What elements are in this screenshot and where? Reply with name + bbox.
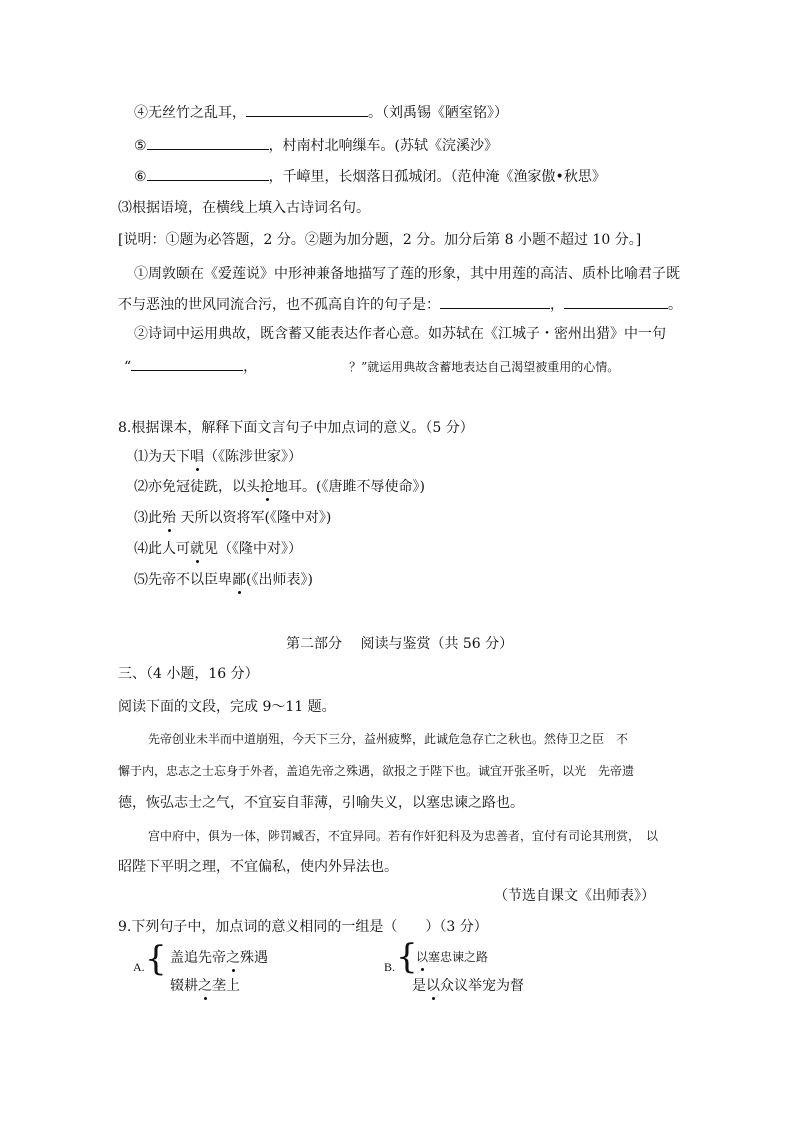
- q9-b1-post: 塞忠谏之路: [428, 950, 489, 964]
- q9-a2-post: 垄上: [212, 978, 240, 994]
- q9-option-b-label[interactable]: B.: [384, 960, 396, 974]
- answer-blank[interactable]: [147, 165, 269, 181]
- dotted-word: 以: [426, 978, 440, 994]
- q8-item3-post: 天所以资将军(《隆中对》): [176, 510, 332, 526]
- q7-p2-line1: ②诗词中运用典故，既含蓄又能表达作者心意。如苏轼在《江城子・密州出猎》中一句: [134, 326, 666, 342]
- dotted-word: 殆: [162, 510, 176, 526]
- q7-p1-end: 。: [668, 297, 682, 313]
- q8-item-1: [134, 447, 302, 467]
- q8-title: 8.根据课本，解释下面文言句子中加点词的意义。（5 分）: [118, 420, 474, 436]
- q7-item4-text: ④无丝竹之乱耳，: [134, 105, 246, 121]
- q7-item6-num: ⑥: [134, 169, 147, 185]
- q9-option-b-brace: {: [396, 937, 418, 977]
- part2-heading: 第二部分 阅读与鉴赏（共 56 分）: [286, 636, 514, 652]
- q8-item5-pre: ⑸先帝不以臣卑: [134, 572, 232, 588]
- q8-item2-pre: ⑵亦免冠徒跣，以头: [134, 479, 260, 495]
- q9-a1-post: 殊遇: [240, 950, 268, 966]
- passage-para2-line2: 昭陛下平明之理，不宜偏私，使内外异法也。: [118, 859, 398, 875]
- dotted-word: 唱: [190, 449, 204, 465]
- q7-p2-comma: ，: [243, 359, 258, 375]
- q9-b2-post: 众议举宠为督: [440, 978, 524, 994]
- q7-item-6: [134, 165, 606, 187]
- q8-item4-pre: ⑷此人可: [134, 541, 190, 557]
- q7-p2-text: ？”就运用典故含蓄地表达自己渴望被重用的心情。: [349, 360, 620, 374]
- answer-blank[interactable]: [147, 134, 269, 150]
- q8-item-3: [134, 508, 331, 528]
- q8-item3-pre: ⑶此: [134, 510, 162, 526]
- q7-p2-open: “: [124, 359, 132, 375]
- q8-item5-post: (《出师表》): [246, 572, 313, 588]
- dotted-word: 就: [190, 541, 204, 557]
- passage-para1-line1: 先帝创业未半而中道崩殂，今天下三分，益州疲弊，此诚危急存亡之秋也。然侍卫之臣 不: [148, 732, 629, 746]
- q7-note: [说明：①题为必答题，2 分。②题为加分题，2 分。加分后第 8 小题不超过 10 分。]: [118, 232, 642, 248]
- q9-option-a-brace: {: [145, 939, 167, 979]
- dotted-word: 之: [198, 978, 212, 994]
- q7-item5-num: ⑤: [134, 138, 147, 154]
- q7-item-5: [134, 134, 498, 156]
- reading-intro: 阅读下面的文段，完成 9～11 题。: [118, 699, 336, 715]
- answer-blank[interactable]: [131, 355, 243, 371]
- q9-b2-pre: 是: [412, 978, 426, 994]
- q7-p1-text: 不与恶浊的世风同流合污，也不孤高自许的句子是：: [118, 297, 440, 313]
- passage-para2-line1: 宫中府中，俱为一体，陟罚臧否，不宜异同。若有作奸犯科及为忠善者，宜付有司论其刑赏， 以: [148, 829, 659, 843]
- passage-para1-line2: 懈于内，忠志之士忘身于外者，盖追先帝之殊遇，欲报之于陛下也。诚宜开张圣听，以光 先帝遗: [118, 764, 635, 778]
- dotted-word: 之: [226, 950, 240, 966]
- answer-blank[interactable]: [440, 293, 550, 309]
- passage-para1-line3: 德，恢弘志士之气，不宜妄自菲薄，引喻失义，以塞忠谏之路也。: [118, 795, 524, 811]
- q7-item-4: [134, 101, 508, 123]
- section-three-title: 三、（4 小题，16 分）: [118, 666, 259, 682]
- q9-option-a-label[interactable]: A.: [133, 960, 145, 974]
- q8-item4-post: 见（《隆中对》）: [204, 541, 302, 557]
- answer-blank[interactable]: [246, 101, 368, 117]
- passage-source: （节选自课文《出师表》）: [494, 888, 655, 904]
- q7-sub3-title: ⑶根据语境，在横线上填入古诗词名句。: [118, 200, 370, 216]
- answer-blank[interactable]: [564, 293, 668, 309]
- q8-item1-post: （《陈涉世家》）: [204, 449, 302, 465]
- q8-item2-post: 地耳。(《唐雎不辱使命》): [274, 479, 425, 495]
- q7-item6-text: ，千嶂里，长烟落日孤城闭。（范仲淹《渔家傲•秋思》: [268, 169, 606, 185]
- dotted-word: 鄙: [232, 572, 246, 588]
- q8-item1-pre: ⑴为天下: [134, 449, 190, 465]
- q9-option-b-line1: [416, 947, 488, 967]
- q7-item5-text: ，村南村北响缫车。(苏轼《浣溪沙》: [268, 138, 499, 154]
- dotted-word: 抢: [260, 479, 274, 495]
- q7-p1-line1: ①周敦颐在《爱莲说》中形神兼备地描写了莲的形象，其中用莲的高洁、质朴比喻君子既: [134, 266, 680, 282]
- q9-option-a-line2: [170, 976, 240, 996]
- q7-p1-line2: [118, 293, 682, 315]
- q8-item-4: [134, 539, 302, 559]
- q9-option-b-line2: [412, 976, 524, 996]
- q7-item4-source: 。（刘禹锡《陋室铭》）: [368, 105, 508, 121]
- q8-item-2: [134, 477, 425, 497]
- q9-stem: 9.下列句子中，加点词的意义相同的一组是（ ）（3 分）: [118, 919, 488, 935]
- q8-item-5: [134, 570, 313, 590]
- q9-a2-pre: 辍耕: [170, 978, 198, 994]
- q9-option-a-line1: [170, 948, 268, 968]
- q9-a1-pre: 盖追先帝: [170, 950, 226, 966]
- dotted-word: 以: [416, 947, 428, 967]
- q7-p1-sep: ，: [550, 297, 564, 313]
- q7-p2-line2: [124, 355, 619, 377]
